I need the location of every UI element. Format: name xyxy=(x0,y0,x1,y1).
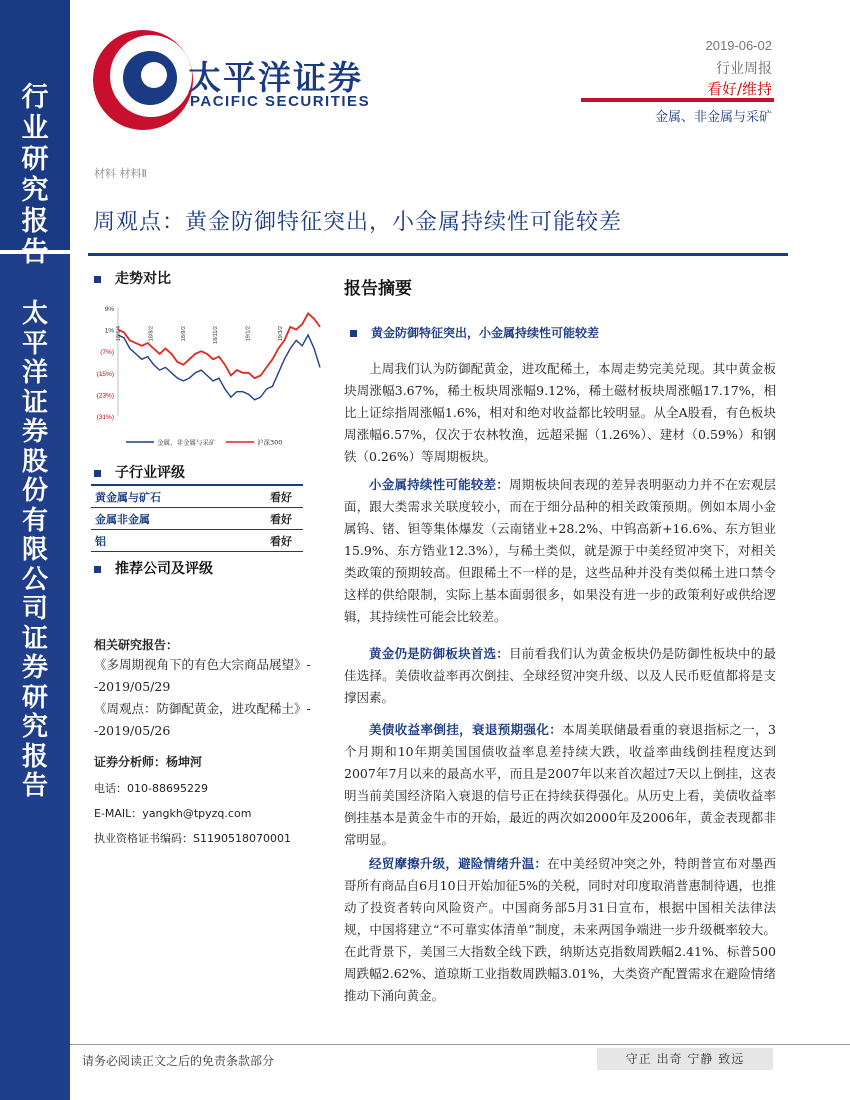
summary-heading: 报告摘要 xyxy=(344,279,412,299)
y-tick-label: (7%) xyxy=(100,349,114,357)
sub-industry-rating: 看好 xyxy=(270,512,292,526)
sub-industry-table xyxy=(91,484,303,552)
related-report-link[interactable]: 《多周期视角下的有色大宗商品展望》--2019/05/29 xyxy=(94,657,311,694)
x-tick-label: 18/6/4 xyxy=(116,326,122,342)
sub-industry-name: 金属非金属 xyxy=(95,512,150,526)
footer-rule xyxy=(70,1044,850,1045)
x-tick-label: 19/1/2 xyxy=(245,326,252,342)
square-bullet-icon xyxy=(94,470,101,477)
paragraph-body: 目前看我们认为黄金板块仍是防御性板块中的最佳选择。美债收益率再次倒挂、全球经贸冲突升级、以及人民币贬值都将是支撑因素。 xyxy=(344,646,776,705)
sub-industry-name: 黄金属与矿石 xyxy=(95,490,161,504)
paragraph-body: 周期板块间表现的差异表明驱动力并不在宏观层面，跟大类需求关联度较小，而在于细分品种的相关政策预期。例如本周小金属钨、锗、钽等集体爆发（云南锗业+28.2%、中钨高新+16.6%、东方钽业15.9%、东方锆业12.3%），与稀土类似，就是源于中美经贸冲突下，对相关类政策的预期较高。但跟稀土不一样的是，这些品种并没有类似稀土进口禁令这样的供给限制，实际上基本面弱很多，如果没有进一步的政策利好或供给逻辑，其持续性可能会比较差。 xyxy=(344,477,776,624)
trend-heading xyxy=(94,268,171,288)
summary-paragraph xyxy=(344,719,776,851)
y-tick-label: 9% xyxy=(104,306,114,313)
paragraph-lead: 黄金仍是防御板块首选： xyxy=(369,646,509,661)
paragraph-lead: 经贸摩擦升级，避险情绪升温： xyxy=(369,856,548,871)
square-bullet-icon xyxy=(350,330,357,337)
paragraph-body: 本周美联储最看重的衰退指标之一，3个月期和10年期美国国债收益率息差持续大跌，收益率曲线倒挂程度达到2007年7月以来的最高水平，而且是2007年以来首次超过7天以上倒挂，这表明当前美国经济陷入衰退的信号正在持续获得强化。从历史上看，美债收益率倒挂基本是黄金牛市的开始，最近的两次如2000年及2006年，黄金表现都非常明显。 xyxy=(344,722,776,847)
title-rule xyxy=(88,253,788,256)
table-row xyxy=(91,530,303,552)
sidebar-company-name: 太平洋证券股份有限公司证券研究报告 xyxy=(21,299,48,801)
paragraph-lead: 美债收益率倒挂，衰退预期强化： xyxy=(369,722,563,737)
industry-rating: 看好/维持 xyxy=(706,80,772,98)
analyst-phone: 电话：010-88695229 xyxy=(94,782,208,795)
analyst-email[interactable]: E-MAIL：yangkh@tpyzq.com xyxy=(94,807,252,820)
logo-english-name: PACIFIC SECURITIES xyxy=(190,93,371,110)
paragraph-body: 在中美经贸冲突之外，特朗普宣布对墨西哥所有商品自6月10日开始加征5%的关税，同时对印度取消普惠制待遇，也推动了投资者转向风险资产。中国商务部5月31日宣布，根据中国相关法律法规，中国将建立“不可靠实体清单”制度，未来两国争端进一步升级概率较大。在此背景下，美国三大指数全线下跌，纳斯达克指数周跌幅2.41%、标普500周跌幅2.62%、道琼斯工业指数周跌幅3.01%，大类资产配置需求在避险情绪推动下涌向黄金。 xyxy=(344,856,776,1003)
sub-industry-rating: 看好 xyxy=(270,490,292,504)
series-line xyxy=(118,313,320,378)
sub-industry-rating: 看好 xyxy=(270,534,292,548)
sub-industry-heading-text: 子行业评级 xyxy=(115,465,185,481)
y-tick-label: (23%) xyxy=(96,392,114,400)
sidebar xyxy=(0,0,70,1100)
sub-industry-name: 铝 xyxy=(95,534,106,548)
summary-paragraph: 上周我们认为防御配黄金，进攻配稀土，本周走势完美兑现。其中黄金板块周涨幅3.67%，稀土板块周涨幅9.12%，稀土磁材板块周涨幅17.17%，相比上证综指周涨幅1.6%，相对和绝对收益都比较明显。从全A股看，有色板块周涨幅6.57%，仅次于农林牧渔，远超采掘（1.26%）、建材（0.59%）和钢铁（0.26%）等周期板块。 xyxy=(344,361,776,464)
recommend-heading-text: 推荐公司及评级 xyxy=(115,561,213,577)
x-tick-label: 18/11/2 xyxy=(213,326,220,344)
summary-paragraph xyxy=(344,474,776,628)
y-tick-label: (15%) xyxy=(96,370,114,378)
breadcrumb: 材料 材料Ⅱ xyxy=(94,167,147,180)
header-red-rule xyxy=(581,98,774,102)
footer-motto: 守正 出奇 宁静 致远 xyxy=(597,1048,773,1070)
logo-chinese-name: 太平洋证券 xyxy=(188,58,363,97)
trend-chart xyxy=(88,298,328,458)
summary-section-title-text: 黄金防御特征突出，小金属持续性可能较差 xyxy=(371,326,600,340)
industry-sector: 金属、非金属与采矿 xyxy=(654,110,772,125)
table-row xyxy=(91,484,303,508)
summary-paragraph xyxy=(344,853,776,1007)
legend-label: 金属、非金属与采矿 xyxy=(157,438,216,447)
legend-label: 沪深300 xyxy=(257,438,283,447)
summary-paragraph xyxy=(344,643,776,709)
report-date: 2019-06-02 xyxy=(705,38,772,53)
x-tick-label: 18/9/2 xyxy=(180,326,187,342)
analyst-name: 证券分析师：杨坤河 xyxy=(94,755,203,769)
square-bullet-icon xyxy=(94,276,101,283)
recommend-heading xyxy=(94,558,213,578)
analyst-license: 执业资格证书编码：S1190518070001 xyxy=(94,832,291,845)
x-tick-label: 18/8/2 xyxy=(148,326,155,342)
related-reports-heading: 相关研究报告： xyxy=(94,638,179,652)
table-row xyxy=(91,508,303,530)
y-tick-label: (31%) xyxy=(96,414,114,421)
related-report-link[interactable]: 《周观点：防御配黄金，进攻配稀土》--2019/05/26 xyxy=(94,701,311,738)
y-tick-label: 1% xyxy=(104,327,114,335)
sidebar-report-category: 行业研究报告 xyxy=(21,82,49,268)
page-title: 周观点：黄金防御特征突出，小金属持续性可能较差 xyxy=(93,210,623,235)
footer-disclaimer: 请务必阅读正文之后的免责条款部分 xyxy=(82,1054,275,1068)
trend-heading-text: 走势对比 xyxy=(115,271,171,287)
summary-section-title xyxy=(350,324,599,341)
sub-industry-heading xyxy=(94,462,185,482)
report-type: 行业周报 xyxy=(716,61,772,77)
square-bullet-icon xyxy=(94,566,101,573)
paragraph-lead: 小金属持续性可能较差： xyxy=(369,477,509,492)
x-tick-label: 19/3/2 xyxy=(278,326,284,342)
